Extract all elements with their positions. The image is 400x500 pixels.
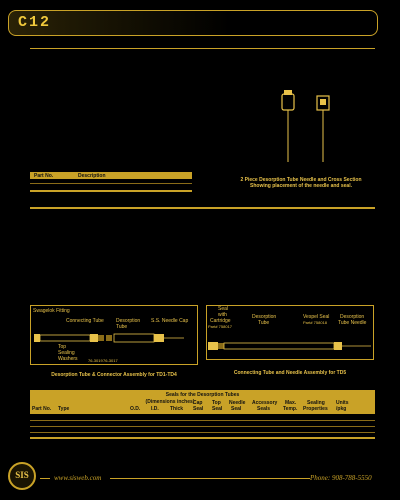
seal-part-number: Part# 758017 [208,324,233,329]
col-units-2: /pkg [336,406,347,412]
col-units-1: Units [336,400,349,406]
parts-row-divider [30,183,192,184]
footer-rule-left [40,478,50,479]
page-code: C12 [18,14,52,31]
desorption-tube-label-2: Tube [116,324,128,330]
part-number-b: 76-3017 [103,358,118,363]
top-sealing-label-1: Top [58,344,67,350]
col-sealing-1: Sealing [307,400,325,406]
desorption-tube-label-1: Desorption [116,318,141,324]
col-needle-seal-1: Needle [229,400,246,406]
footer-phone: Phone: 908-788-5550 [310,474,372,482]
footer-rule-middle [110,478,310,479]
vespel-seal-label: Vespel Seal [303,314,330,320]
seals-row-divider-1 [30,420,375,421]
seals-row-divider-4 [30,437,375,439]
col-type: Type [58,406,70,412]
right-assembly-caption: Connecting Tube and Needle Assembly for TD5 [233,370,347,376]
seal-label-1: Seal [218,306,229,312]
top-rule [30,48,375,49]
sis-logo-text: SIS [15,470,29,480]
footer-website[interactable]: www.sisweb.com [54,474,102,482]
seals-row-divider-2 [30,426,375,427]
part-number-a: 76-3019 [88,358,103,363]
col-needle-seal-2: Seal [231,406,242,412]
seal-label-2: with [218,312,227,318]
vespel-part-number: Part# 758018 [303,320,328,325]
col-top-seal-1: Top [212,400,221,406]
right-assembly-drawing [206,340,374,352]
ss-needle-cap-label: S.S. Needle Cap [151,318,189,324]
col-accessory-1: Accessory [252,400,278,406]
col-part-no: Part No. [34,173,54,179]
connecting-tube-label: Connecting Tube [66,318,104,324]
col-accessory-2: Seals [257,406,271,412]
swagelok-label: Swagelok Fitting [33,308,70,314]
col-max-temp-1: Max. [285,400,297,406]
desorption-needle-2: Tube Needle [338,320,367,326]
page-header-box [8,10,378,36]
seal-label-3: Cartridge [210,318,231,324]
seals-row-divider-3 [30,432,375,433]
top-sealing-label-2: Sealing [58,350,75,356]
needle-caption-1: 2 Piece Desorption Tube Needle and Cross Section [240,177,362,183]
needle-caption-2: Showing placement of the needle and seal. [250,183,352,189]
top-sealing-label-3: Washers [58,356,78,362]
parts-table-header [30,172,192,179]
needle-diagram [270,88,350,168]
col-thick: Thick [170,406,184,412]
right-desorption-tube-2: Tube [258,320,270,326]
middle-rule [30,207,375,209]
seals-table-title: Seals for the Desorption Tubes [165,392,240,398]
col-cap-seal-1: Cap [193,400,203,406]
col-description: Description [78,173,106,179]
col-od: O.D. [130,406,141,412]
col-id: I.D. [151,406,159,412]
col-seal-part-no: Part No. [32,406,52,412]
seals-table-subtitle: (Dimensions inches) [145,399,195,405]
right-desorption-tube-1: Desorption [252,314,277,320]
col-sealing-2: Properties [303,406,328,412]
col-max-temp-2: Temp. [283,406,298,412]
desorption-needle-1: Desorption [340,314,365,320]
col-cap-seal-2: Seal [193,406,204,412]
seals-table-header [30,390,375,414]
col-top-seal-2: Seal [212,406,223,412]
sis-logo [8,462,36,490]
parts-table-bottom [30,190,192,192]
left-assembly-caption: Desorption Tube & Connector Assembly for TD1-TD4 [51,372,177,378]
